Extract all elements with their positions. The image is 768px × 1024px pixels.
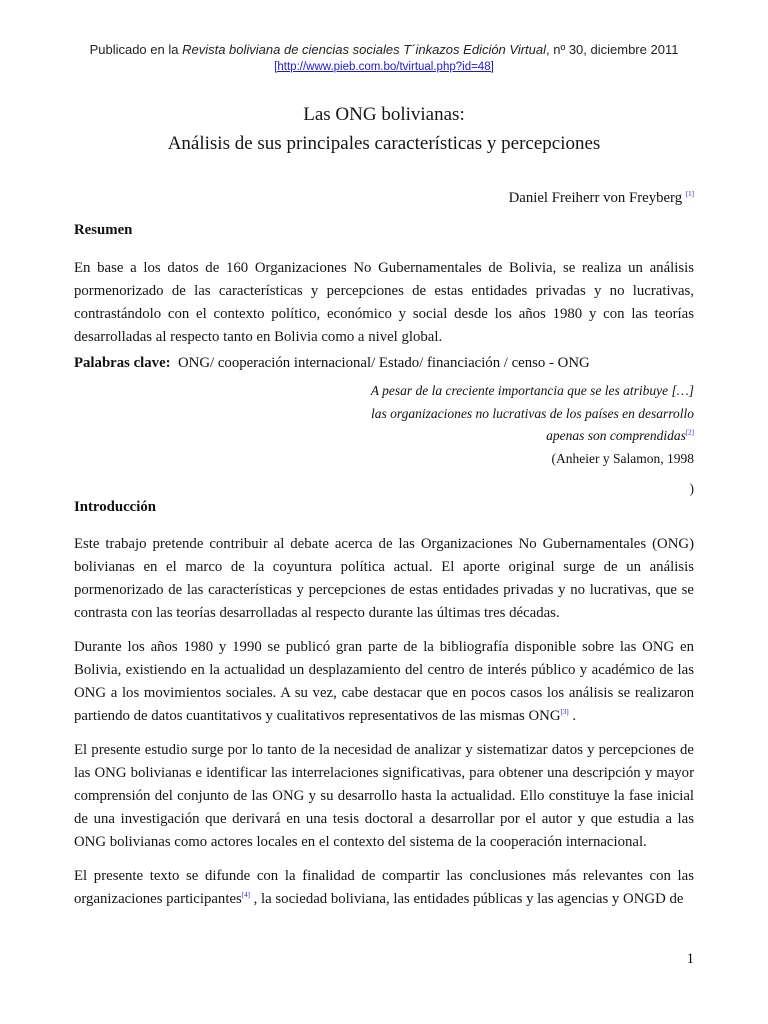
epigraph-line-2: las organizaciones no lucrativas de los países en desarrollo xyxy=(371,405,694,421)
epigraph-citation: (Anheier y Salamon, 1998 xyxy=(551,450,694,466)
keywords-text: ONG/ cooperación internacional/ Estado/ financiación / censo - ONG xyxy=(177,355,590,371)
footnote-link-1[interactable]: [1] xyxy=(685,190,694,199)
intro-paragraph-2 xyxy=(74,636,694,728)
intro-paragraph-2-end: . xyxy=(568,708,577,724)
intro-paragraph-4 xyxy=(74,865,694,911)
intro-section xyxy=(74,533,694,911)
resumen-section xyxy=(74,257,694,349)
author-name: Daniel Freiherr von Freyberg xyxy=(508,190,683,206)
resumen-paragraph: En base a los datos de 160 Organizaciones No Gubernamentales de Bolivia, se realiza un análisis pormenorizado de las características y percepciones de estas entidades privadas y no lucrativas, contrastándolo con el contexto político, económico y social desde los años 1980 y con las teorías desarrolladas al respecto tanto en Bolivia como a nivel global. xyxy=(74,260,694,345)
footnote-link-2[interactable]: [2] xyxy=(685,428,694,437)
publication-line xyxy=(60,42,708,58)
epigraph xyxy=(274,380,694,501)
publication-link[interactable]: [http://www.pieb.com.bo/tvirtual.php?id=48] xyxy=(274,61,494,73)
intro-paragraph-4-text-a: El presente texto se difunde con la finalidad de compartir las conclusiones más relevantes con las organizaciones participantes xyxy=(74,868,694,907)
journal-name: Revista boliviana de ciencias sociales T´inkazos Edición Virtual xyxy=(182,42,547,57)
header-prefix: Publicado en la xyxy=(89,42,183,57)
header-suffix: , nº 30, diciembre 2011 xyxy=(546,42,679,57)
keywords-label: Palabras clave: xyxy=(74,355,171,371)
intro-paragraph-4-text-b: , la sociedad boliviana, las entidades públicas y las agencias y ONGD de xyxy=(249,891,684,907)
epigraph-line-1: A pesar de la creciente importancia que se les atribuye […] xyxy=(370,383,694,398)
document-title xyxy=(74,100,694,158)
footnote-link-3[interactable]: [3] xyxy=(560,708,569,717)
title-line-1: Las ONG bolivianas: xyxy=(303,104,465,125)
intro-paragraph-1: Este trabajo pretende contribuir al debate acerca de las Organizaciones No Gubernamentales (ONG) bolivianas en el marco de la coyuntura política actual. El aporte original surge de un análisis pormenorizado de las características y percepciones de estas entidades privadas y no lucrativas, que se contrasta con las teorías desarrolladas al respecto durante las últimas tres décadas. xyxy=(74,536,694,621)
author xyxy=(509,190,694,207)
intro-heading: Introducción xyxy=(74,499,156,515)
epigraph-line-3: apenas son comprendidas xyxy=(546,428,686,443)
intro-paragraph-3: El presente estudio surge por lo tanto de la necesidad de analizar y sistematizar datos y percepciones de las ONG bolivianas e identificar las interrelaciones significativas, para obtener una descripción y mayor comprensión del conjunto de las ONG y su desarrollo hasta la actualidad. Ello constituye la fase inicial de una investigación que derivará en una tesis doctoral a desarrollar por el autor y que estudia a las ONG bolivianas como actores locales en el contexto del sistema de la cooperación internacional. xyxy=(74,742,694,850)
title-line-2: Análisis de sus principales características y percepciones xyxy=(167,133,601,154)
resumen-heading: Resumen xyxy=(74,222,133,238)
publication-header xyxy=(60,42,708,75)
page-number: 1 xyxy=(686,951,694,967)
footnote-link-4[interactable]: [4] xyxy=(241,891,250,900)
intro-paragraph-2-text: Durante los años 1980 y 1990 se publicó gran parte de la bibliografía disponible sobre las ONG en Bolivia, existiendo en la actualidad un desplazamiento del centro de interés público y académico de las ONG a los movimientos sociales. A su vez, cabe destacar que en pocos casos los análisis se realizaron partiendo de datos cuantitativos y cualitativos representativos de las mismas ONG xyxy=(74,639,694,724)
epigraph-closing: ) xyxy=(689,481,694,496)
keywords xyxy=(74,355,590,372)
